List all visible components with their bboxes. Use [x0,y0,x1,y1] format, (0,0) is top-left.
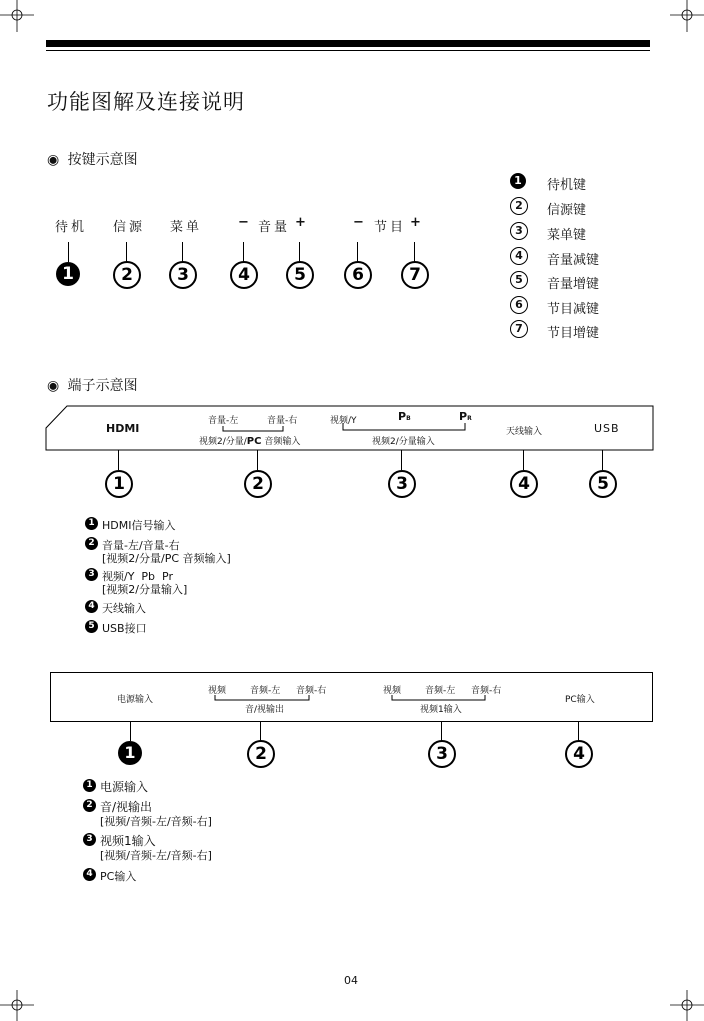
legend1-audio-detail: [视频2/分量/PC 音频输入] [102,552,231,565]
port-audio-right-label: 音量-右 [267,416,298,426]
channel-minus-sign: − [353,215,364,230]
port-number-2: 2 [244,470,272,498]
legend-number-2: 2 [510,197,528,215]
port-number-3: 3 [388,470,416,498]
leader-line [578,721,579,741]
port-g1-left-label: 音频-左 [250,686,281,696]
legend1-usb: USB接口 [102,622,147,635]
legend2-pc: PC输入 [100,870,137,883]
port2-number-4: 4 [565,740,593,768]
legend2-power: 电源输入 [100,780,149,794]
legend-source-key: 信源键 [547,203,587,218]
legend1-antenna: 天线输入 [102,602,146,615]
button-number-6: 6 [344,261,372,289]
legend-number-4: 4 [510,247,528,265]
port-pb-label: PB [398,410,411,423]
button-number-2: 2 [113,261,141,289]
port-number-5: 5 [589,470,617,498]
legend-number-7: 7 [510,320,528,338]
legend2-number-2: 2 [83,799,96,812]
legend1-video-detail: [视频2/分量输入] [102,583,188,596]
port-video-y-label: 视频/Y [330,416,357,426]
legend-number-3: 3 [510,222,528,240]
leader-line [260,721,261,741]
port-g2-video-label: 视频 [383,686,402,696]
button-label-standby: 待机 [55,220,88,235]
legend-channel-down-key: 节目减键 [547,302,600,317]
button-number-1: 1 [56,262,80,286]
port2-number-3: 3 [428,740,456,768]
legend1-number-1: 1 [85,517,98,530]
legend-channel-up-key: 节目增键 [547,326,600,341]
legend1-number-2: 2 [85,537,98,550]
button-label-source: 信源 [113,220,146,235]
legend-standby-key: 待机键 [547,178,587,193]
bullet-icon: ◉ [47,378,60,394]
page-title: 功能图解及连接说明 [47,90,245,114]
legend1-number-5: 5 [85,620,98,633]
port-power-label: 电源输入 [117,695,154,705]
legend1-video: 视频/Y Pb Pr [102,570,173,583]
legend2-av-output-detail: [视频/音频-左/音频-右] [100,815,212,828]
legend2-av-output: 音/视输出 [100,800,153,814]
legend1-audio: 音量-左/音量-右 [102,539,180,552]
button-label-volume: 音量 [258,220,291,235]
port2-number-2: 2 [247,740,275,768]
port-antenna-label: 天线输入 [506,427,543,437]
legend-volume-up-key: 音量增键 [547,277,600,292]
port-pr-label: PR [459,410,472,423]
port-g2-right-label: 音频-右 [471,686,502,696]
button-number-5: 5 [286,261,314,289]
legend1-number-4: 4 [85,600,98,613]
button-section-heading: ◉ 按键示意图 [47,152,138,168]
port2-number-1: 1 [118,741,142,765]
legend-menu-key: 菜单键 [547,228,587,243]
channel-plus-sign: + [410,215,421,230]
button-number-3: 3 [169,261,197,289]
legend-number-5: 5 [510,271,528,289]
port-number-4: 4 [510,470,538,498]
legend-number-1: 1 [510,173,526,189]
port-usb-label: USB [594,422,620,435]
button-number-4: 4 [230,261,258,289]
leader-line [130,721,131,741]
legend2-video1-input: 视频1输入 [100,834,156,848]
port-g1-video-label: 视频 [208,686,227,696]
button-number-7: 7 [401,261,429,289]
av-output-group-label: 音/视输出 [245,705,285,715]
volume-plus-sign: + [295,215,306,230]
button-label-menu: 菜单 [170,220,203,235]
port-g1-right-label: 音频-右 [296,686,327,696]
video1-input-group-label: 视频1输入 [420,705,462,715]
port-pc-label: PC输入 [565,695,595,705]
port-g2-left-label: 音频-左 [425,686,456,696]
legend2-number-4: 4 [83,868,96,881]
bullet-icon: ◉ [47,152,60,168]
button-label-channel: 节目 [374,220,407,235]
port-audio-left-label: 音量-左 [208,416,239,426]
terminal-section-heading: ◉ 端子示意图 [47,378,138,394]
port-number-1: 1 [105,470,133,498]
legend-number-6: 6 [510,296,528,314]
volume-minus-sign: − [238,215,249,230]
leader-line [441,721,442,741]
legend1-hdmi: HDMI信号输入 [102,519,176,532]
legend2-number-1: 1 [83,779,96,792]
port-hdmi-label: HDMI [106,422,140,435]
legend1-number-3: 3 [85,568,98,581]
legend2-video1-detail: [视频/音频-左/音频-右] [100,849,212,862]
page-number: 04 [344,974,358,987]
legend-volume-down-key: 音量减键 [547,253,600,268]
legend2-number-3: 3 [83,833,96,846]
audio-input-group-label: 视频2/分量/PC 音频输入 [199,436,301,447]
video-input-group-label: 视频2/分量输入 [372,437,435,447]
